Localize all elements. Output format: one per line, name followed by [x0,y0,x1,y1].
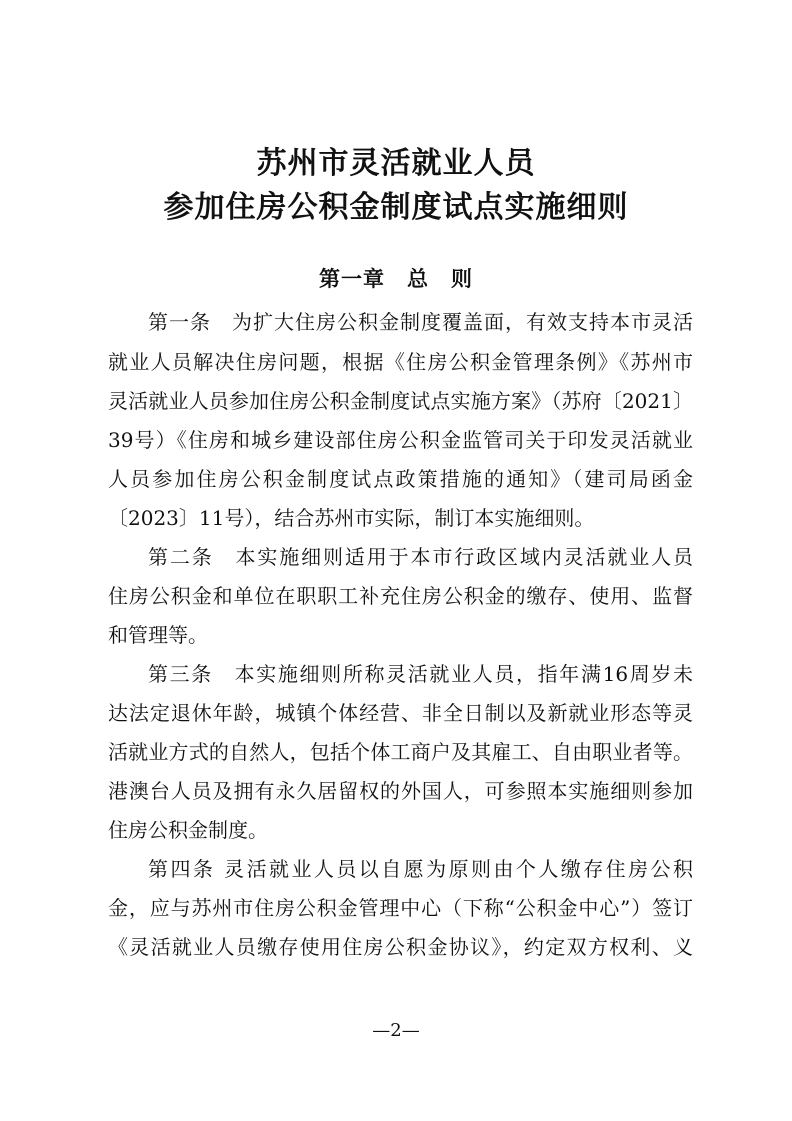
article-1-line: 第一条 为扩大住房公积金制度覆盖面，有效支持本市灵活 [148,310,693,334]
page-number: —2— [372,1020,420,1041]
article-3-line: 住房公积金制度。 [108,818,268,842]
article-4-line: 《灵活就业人员缴存使用住房公积金协议》，约定双方权利、义 [108,935,693,959]
article-1-line: 灵活就业人员参加住房公积金制度试点实施方案》（苏府〔2021〕 [108,389,693,413]
article-2-line: 第二条 本实施细则适用于本市行政区域内灵活就业人员 [148,545,693,569]
article-2-line: 和管理等。 [108,623,208,647]
article-3-line: 第三条 本实施细则所称灵活就业人员，指年满16周岁未 [148,662,693,686]
article-3-line: 活就业方式的自然人，包括个体工商户及其雇工、自由职业者等。 [108,740,693,764]
article-1-line: 人员参加住房公积金制度试点政策措施的通知》（建司局函金 [108,467,693,491]
article-1-line: 〔2023〕11号），结合苏州市实际，制订本实施细则。 [108,506,595,530]
article-1-line: 39号）《住房和城乡建设部住房公积金监管司关于印发灵活就业 [108,428,693,452]
article-3-line: 达法定退休年龄，城镇个体经营、非全日制以及新就业形态等灵 [108,701,693,725]
article-2-line: 住房公积金和单位在职职工补充住房公积金的缴存、使用、监督 [108,584,693,608]
document-title-line-2: 参加住房公积金制度试点实施细则 [163,190,629,225]
article-1-line: 就业人员解决住房问题，根据《住房公积金管理条例》《苏州市 [108,350,693,374]
article-3-line: 港澳台人员及拥有永久居留权的外国人，可参照本实施细则参加 [108,779,693,803]
article-4-line: 金，应与苏州市住房公积金管理中心（下称“公积金中心”）签订 [108,896,693,920]
chapter-heading: 第一章 总 则 [319,267,473,291]
document-title-line-1: 苏州市灵活就业人员 [256,146,536,181]
article-4-line: 第四条 灵活就业人员以自愿为原则由个人缴存住房公积 [148,857,693,881]
